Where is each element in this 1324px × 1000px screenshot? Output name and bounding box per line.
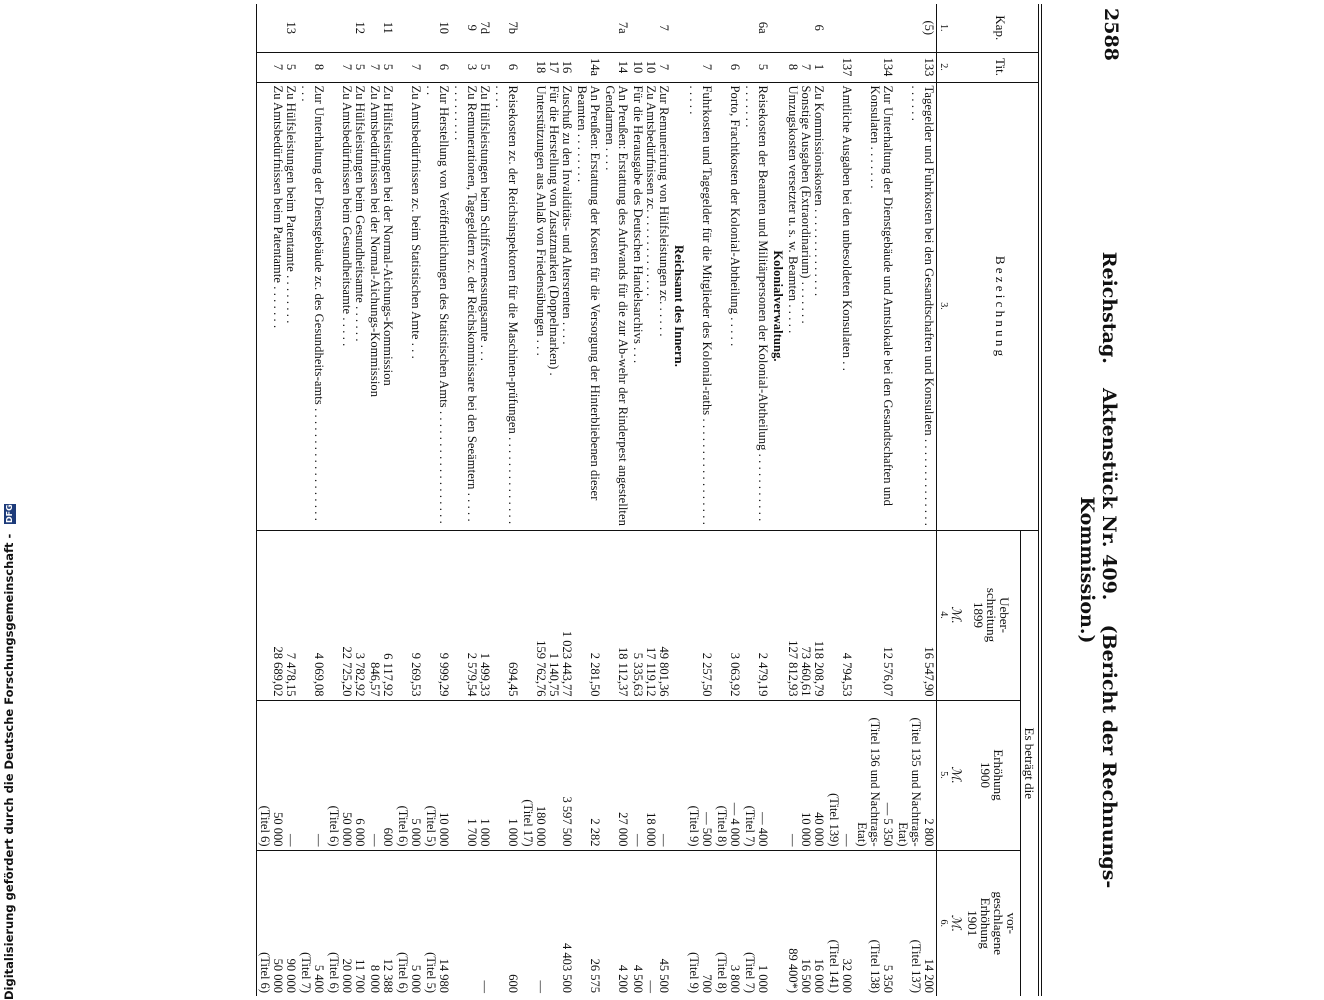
row-tit: 6 — [492, 52, 520, 82]
row-kap — [714, 4, 742, 52]
row-kap — [854, 4, 895, 52]
row-erhoehung-1900: — 5 350 (Titel 136 und Nachtrags-Etat) — [854, 700, 895, 850]
row-erhoehung-1900: — 500 (Titel 9) — [686, 700, 714, 850]
row-erhoehung-1901: 3 800 (Titel 8) — [714, 850, 742, 996]
running-head-bericht: (Bericht der Rechnungs-Kommission.) — [1076, 496, 1120, 889]
row-ueberschreitung-1899 — [671, 530, 686, 700]
row-kap: 11 — [381, 21, 395, 34]
row-erhoehung-1900: 10 000 (Titel 5) — [423, 700, 451, 850]
row-ueberschreitung-1899: 12 576,07 — [854, 530, 895, 700]
row-tit: 1 7 8 — [785, 52, 826, 82]
row-erhoehung-1901: 4 403 500 — — [520, 850, 574, 996]
row-erhoehung-1901: 14 200 (Titel 137) — [895, 850, 937, 996]
row-kap: (5) — [922, 20, 936, 36]
row-erhoehung-1900: 40 000 10 000 — — [785, 700, 826, 850]
row-bezeichnung: Amtliche Ausgaben bei den unbesoldeten Konsulaten . . — [826, 82, 854, 530]
table-row — [492, 4, 520, 996]
row-erhoehung-1901: 16 000 16 500 89 400*) — [785, 850, 826, 996]
running-head-aktenstueck: Aktenstück Nr. 409. — [1098, 388, 1120, 601]
dfg-logo: DFG — [4, 504, 14, 523]
row-kap: 7d 9 — [465, 21, 492, 34]
column-number: 4. — [937, 530, 951, 700]
row-bezeichnung: Zur Unterhaltung der Dienstgebäude und Amtslokale bei den Gesandtschaften und Konsulaten . . . . . . . — [854, 82, 895, 530]
table-row — [423, 4, 451, 996]
column-number: 3. — [937, 82, 951, 530]
row-kap: 6 — [812, 24, 826, 31]
table-row — [854, 4, 895, 996]
row-kap: 6a — [756, 21, 770, 34]
row-erhoehung-1900: 1 000 1 700 — [451, 700, 492, 850]
row-erhoehung-1900: 600 — — [367, 700, 395, 850]
row-tit: 5 7 — [257, 52, 299, 82]
row-ueberschreitung-1899: 1 023 443,77 1 140,75 159 762,76 — [520, 530, 574, 700]
row-bezeichnung: Kolonialverwaltung. — [770, 82, 785, 530]
row-tit: 14a — [574, 52, 602, 82]
digitization-strip — [0, 0, 22, 1000]
table-row — [520, 4, 574, 996]
row-erhoehung-1900: 2 800 (Titel 135 und Nachtrags-Etat) — [895, 700, 937, 850]
row-kap — [770, 4, 785, 52]
row-erhoehung-1901: 11 700 20 000 (Titel 6) — [326, 850, 367, 996]
row-bezeichnung: Zur Remunerirung von Hülfsleistungen zc. . . . . . Zu Amtsbedürfnissen zc. . . . . . . . . . . . . . Für die Herausgabe des Deutschen Handelsarchivs . . . — [630, 82, 671, 530]
row-erhoehung-1901: 5 350 (Titel 138) — [854, 850, 895, 996]
row-erhoehung-1900: 3 597 500 180 000 (Titel 17) — [520, 700, 574, 850]
row-erhoehung-1901 — [671, 850, 686, 996]
column-number: 6. — [937, 850, 951, 996]
row-erhoehung-1900: — — [298, 700, 326, 850]
row-kap — [671, 4, 686, 52]
row-bezeichnung: Zu Hülfsleistungen bei der Normal-Aichungs-Kommission Zu Amtsbedürfnissen bei der Normal-Aichungs-Kommission — [367, 82, 395, 530]
row-kap: 7b — [506, 21, 520, 34]
row-erhoehung-1900: — 50 000 (Titel 6) — [257, 700, 299, 850]
row-erhoehung-1901: 90 000 50 000 (Titel 6) — [257, 850, 299, 996]
row-kap: 7a — [616, 21, 630, 34]
row-kap — [395, 4, 423, 52]
row-erhoehung-1901: 5 400 (Titel 7) — [298, 850, 326, 996]
row-ueberschreitung-1899: 7 478,15 28 689,02 — [257, 530, 299, 700]
row-erhoehung-1901: 12 388 8 000 — [367, 850, 395, 996]
row-erhoehung-1901: 1 000 (Titel 7) — [742, 850, 770, 996]
row-ueberschreitung-1899: 9 999,29 — [423, 530, 451, 700]
table-row — [742, 4, 770, 996]
row-tit: 16 17 18 — [520, 52, 574, 82]
row-erhoehung-1901: 14 980 (Titel 5) — [423, 850, 451, 996]
row-ueberschreitung-1899 — [770, 530, 785, 700]
row-bezeichnung: Zur Herstellung von Veröffentlichungen des Statistischen Amts . . . . . . . . . . . . . . . . . . . . — [423, 82, 451, 530]
row-ueberschreitung-1899: 9 269,53 — [395, 530, 423, 700]
row-bezeichnung: Zuschuß zu den Invaliditäts- und Altersrenten . . . . Für die Herstellung von Zusatzmarken (Doppelmarken) . Unterstützungen aus Anlaß von Friedensübungen . . . — [520, 82, 574, 530]
row-kap: 13 — [257, 4, 299, 52]
row-ueberschreitung-1899: 16 547,90 — [895, 530, 937, 700]
row-tit: 6 — [714, 52, 742, 82]
row-ueberschreitung-1899: 2 281,50 — [574, 530, 602, 700]
column-number: 5. — [937, 700, 951, 850]
row-erhoehung-1900: 2 282 — [574, 700, 602, 850]
header-tit: Tit. — [964, 52, 1040, 82]
row-bezeichnung: Zu Amtsbedürfnissen zc. beim Statistischen Amte . . . — [395, 82, 423, 530]
table-row — [602, 4, 630, 996]
row-erhoehung-1901: 32 000 (Titel 141) — [826, 850, 854, 996]
row-erhoehung-1901: 600 — [492, 850, 520, 996]
row-ueberschreitung-1899: 2 479,19 — [742, 530, 770, 700]
header-kap: Kap. — [964, 4, 1040, 52]
row-erhoehung-1900 — [671, 700, 686, 850]
row-kap: 12 — [353, 21, 367, 34]
row-tit: 5 7 — [326, 52, 367, 82]
row-bezeichnung: Zu Hülfsleistungen beim Schiffsvermessungsamte . . . Zu Remunerationen, Tagegeldern zc. der Reichskommissare bei den Seeämtern . . . . . . . . . . . . . . — [451, 82, 492, 530]
table-row — [395, 4, 423, 996]
row-erhoehung-1900 — [770, 700, 785, 850]
header-bezeichnung: B e z e i c h n u n g — [964, 82, 1040, 530]
row-ueberschreitung-1899: 6 117,92 846,57 — [367, 530, 395, 700]
row-kap — [826, 4, 854, 52]
table-row — [630, 4, 671, 996]
column-number: 2. — [937, 52, 951, 82]
row-kap: 7 — [657, 24, 671, 31]
row-bezeichnung: Reisekosten der Beamten und Militärpersonen der Kolonial-Abtheilung . . . . . . . . . . . . . . . . . . — [742, 82, 770, 530]
row-bezeichnung: Reisekosten zc. der Reichsinspektoren für die Maschinen-prüfungen . . . . . . . . . . . . . . . . . . — [492, 82, 520, 530]
table-row — [785, 4, 826, 996]
row-ueberschreitung-1899: 3 063,92 — [714, 530, 742, 700]
unit-marker: ℳ. — [950, 530, 964, 700]
table-row — [686, 4, 714, 996]
header-group: Es beträgt die — [1021, 530, 1041, 996]
row-bezeichnung: Tagegelder und Fuhrkosten bei den Gesandtschaften und Konsulaten . . . . . . . . . . . . . . . . . . . . — [895, 82, 937, 530]
row-tit: 133 — [895, 52, 937, 82]
table-row — [826, 4, 854, 996]
table-row — [451, 4, 492, 996]
header-ueberschreitung: Ueber- schreitung 1899 — [964, 530, 1021, 700]
table-row — [770, 4, 785, 996]
header-erhoehung-1901: vor- geschlagene Erhöhung 1901 — [964, 850, 1021, 996]
table-row — [257, 4, 299, 996]
table-row — [671, 4, 686, 996]
digitization-note — [2, 40, 18, 1000]
row-erhoehung-1901: 5 000 (Titel 6) — [395, 850, 423, 996]
unit-marker: ℳ. — [950, 850, 964, 996]
row-tit: 8 — [298, 52, 326, 82]
table-row — [895, 4, 937, 996]
row-bezeichnung: Zu Hülfsleistungen beim Gesundheitsamte . . . . . . Zu Amtsbedürfnissen beim Gesundheitsamte . . . . . — [326, 82, 367, 530]
row-ueberschreitung-1899: 1 499,33 2 579,54 — [451, 530, 492, 700]
row-tit — [671, 52, 686, 82]
row-ueberschreitung-1899: 49 801,36 17 119,12 5 335,63 — [630, 530, 671, 700]
row-ueberschreitung-1899: 694,45 — [492, 530, 520, 700]
running-head-reichstag: Reichstag. — [1098, 251, 1120, 364]
row-erhoehung-1900: — 4 000 (Titel 8) — [714, 700, 742, 850]
row-erhoehung-1900: 5 000 (Titel 6) — [395, 700, 423, 850]
row-bezeichnung: Reichsamt des Innern. — [671, 82, 686, 530]
row-erhoehung-1901: 4 200 — [602, 850, 630, 996]
row-tit — [770, 52, 785, 82]
row-ueberschreitung-1899: 18 112,37 — [602, 530, 630, 700]
row-erhoehung-1901: 26 575 — [574, 850, 602, 996]
running-head — [1076, 190, 1120, 950]
unit-marker: ℳ. — [950, 700, 964, 850]
table-row — [367, 4, 395, 996]
column-number: 1. — [937, 4, 951, 52]
row-erhoehung-1900: — 400 (Titel 7) — [742, 700, 770, 850]
row-tit: 6 — [423, 52, 451, 82]
row-kap — [298, 4, 326, 52]
row-tit: 14 — [602, 52, 630, 82]
row-tit: 7 — [686, 52, 714, 82]
row-bezeichnung: An Preußen: Erstattung der Kosten für die Versorgung der Hinterbliebenen dieser Beamten . . . . . . . . — [574, 82, 602, 530]
page-number: 2588 — [1100, 8, 1122, 61]
row-ueberschreitung-1899: 118 208,79 73 460,61 127 812,93 — [785, 530, 826, 700]
row-tit: 7 — [395, 52, 423, 82]
budget-table — [256, 4, 1042, 996]
row-erhoehung-1901 — [770, 850, 785, 996]
row-bezeichnung: Fuhrkosten und Tagegelder für die Mitglieder des Kolonial-raths . . . . . . . . . . . . . . . . . . . . . . — [686, 82, 714, 530]
row-tit: 137 — [826, 52, 854, 82]
row-tit: 5 — [742, 52, 770, 82]
table-row — [714, 4, 742, 996]
row-erhoehung-1901: 45 500 — 4 500 — [630, 850, 671, 996]
row-kap: 10 — [437, 21, 451, 34]
row-bezeichnung: Zur Unterhaltung der Dienstgebäude zc. des Gesundheits-amts . . . . . . . . . . . . . . . . . . . . . — [298, 82, 326, 530]
row-erhoehung-1900: — 18 000 — — [630, 700, 671, 850]
row-erhoehung-1900: — (Titel 139) — [826, 700, 854, 850]
table-row — [326, 4, 367, 996]
table-row — [298, 4, 326, 996]
row-kap — [574, 4, 602, 52]
row-erhoehung-1900: 6 000 50 000 (Titel 6) — [326, 700, 367, 850]
row-erhoehung-1900: 27 000 — [602, 700, 630, 850]
row-erhoehung-1900: 1 000 — [492, 700, 520, 850]
row-kap — [520, 4, 574, 52]
row-tit: 5 7 — [367, 52, 395, 82]
header-erhoehung-1900: Erhöhung 1900 — [964, 700, 1021, 850]
table-row — [574, 4, 602, 996]
row-bezeichnung: Zu Kommissionskosten . . . . . . . . . . . . . . Sonstige Ausgaben (Extraordinarium) . . . . . . . Umzugskosten versetzter u. s. w. Beamten . . . . . — [785, 82, 826, 530]
row-bezeichnung: Porto, Frachtkosten der Kolonial-Abtheilung . . . . . — [714, 82, 742, 530]
row-ueberschreitung-1899: 3 782,92 22 725,20 — [326, 530, 367, 700]
row-erhoehung-1901: — — [451, 850, 492, 996]
row-tit: 7 10 10 — [630, 52, 671, 82]
row-ueberschreitung-1899: 4 069,08 — [298, 530, 326, 700]
row-tit: 5 3 — [451, 52, 492, 82]
digitization-note-text: Digitalisierung gefördert durch die Deutsche Forschungsgemeinschaft - — [2, 533, 16, 1000]
row-tit: 134 — [854, 52, 895, 82]
row-erhoehung-1901: 700 (Titel 9) — [686, 850, 714, 996]
row-bezeichnung: An Preußen: Erstattung des Aufwands für die zur Ab-wehr der Rinderpest angestellten Gendarmen . . . . — [602, 82, 630, 530]
row-bezeichnung: Zu Hülfsleistungen beim Patentamte . . . . . . . . Zu Amtsbedürfnissen beim Patentamte . . . . . . . — [257, 82, 299, 530]
row-kap — [686, 4, 714, 52]
row-ueberschreitung-1899: 2 257,50 — [686, 530, 714, 700]
table-body — [257, 4, 937, 996]
row-ueberschreitung-1899: 4 794,53 — [826, 530, 854, 700]
